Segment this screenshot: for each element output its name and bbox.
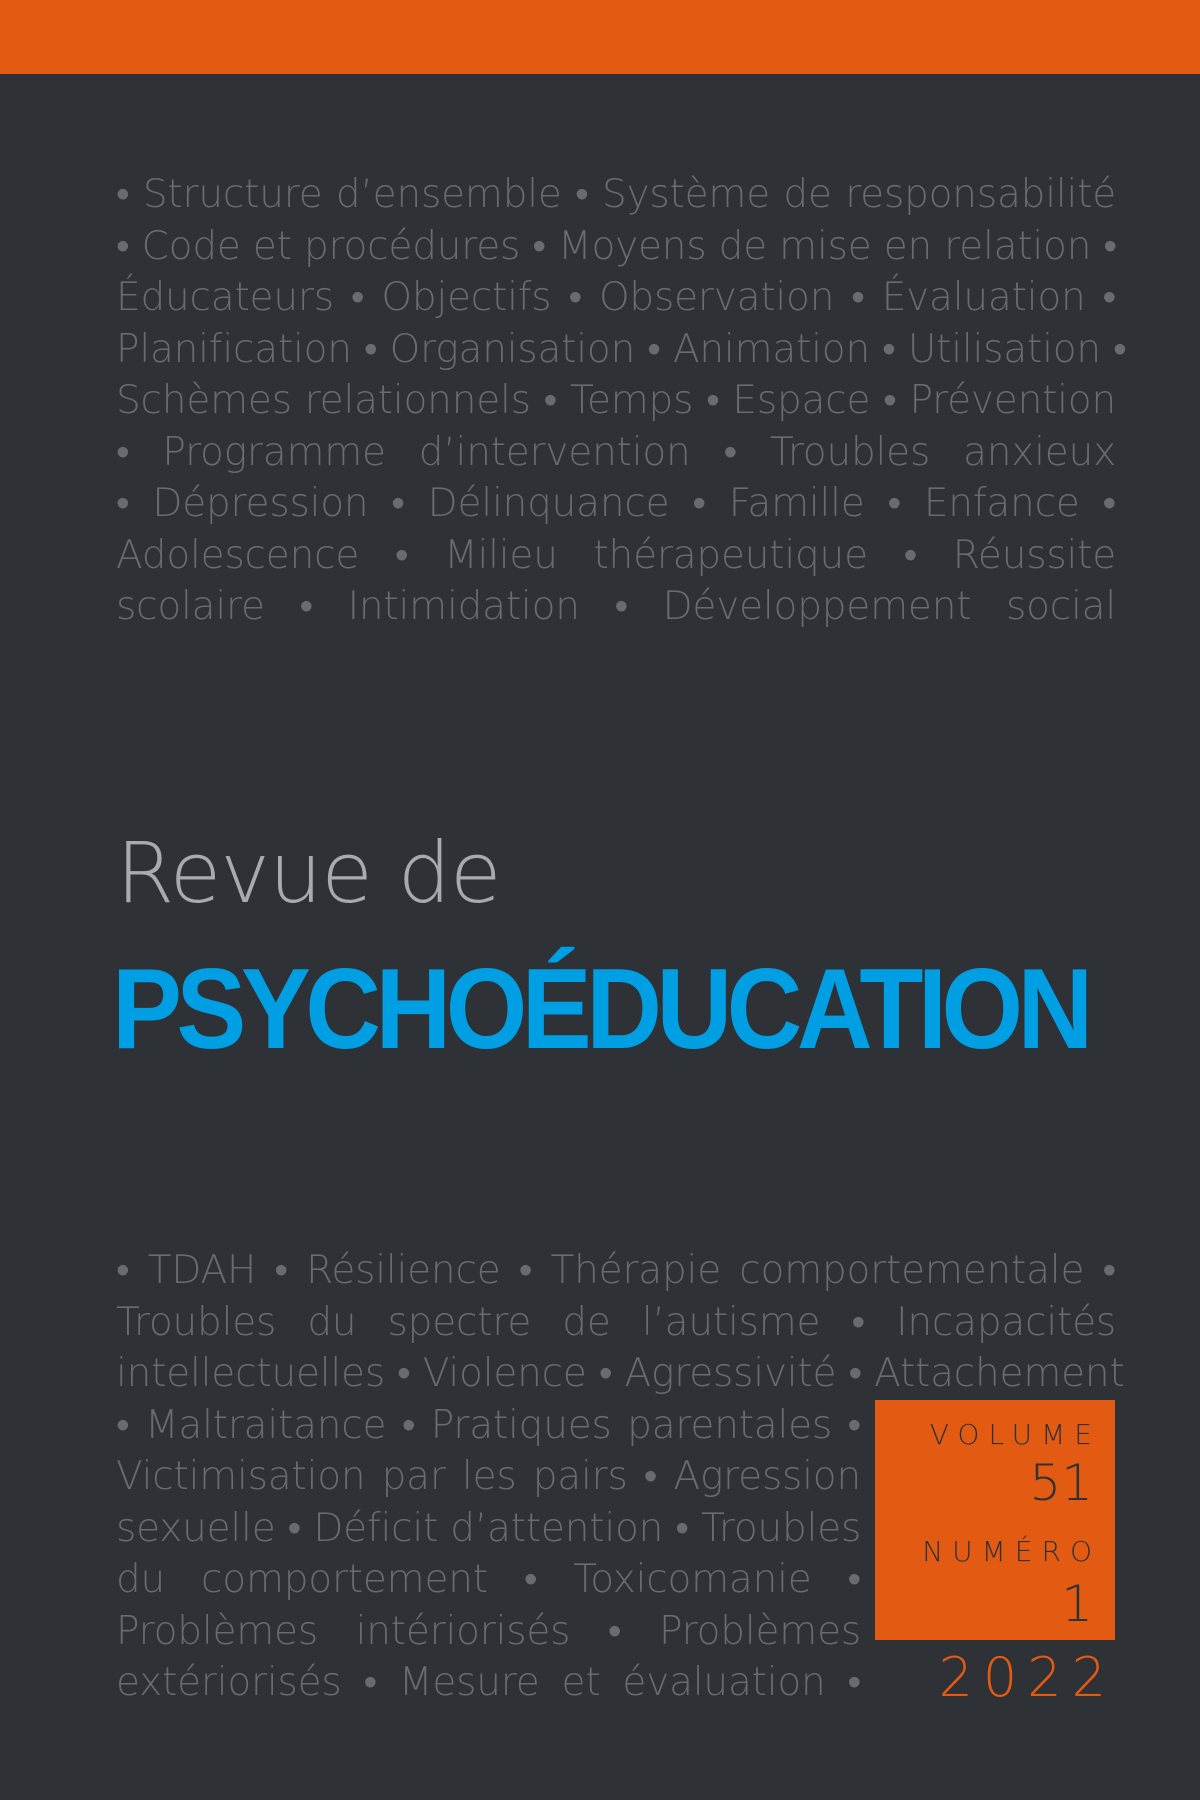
keyword-line: du comportement • Toxicomanie • [116, 1557, 861, 1602]
keyword-line: Adolescence • Milieu thérapeutique • Réussite [116, 532, 1116, 578]
keyword-line: • TDAH • Résilience • Thérapie comportementale • [116, 1248, 1116, 1293]
keyword-line: • Dépression • Délinquance • Famille • Enfance • [116, 481, 1116, 526]
journal-title-main: PSYCHOÉDUCATION [112, 946, 1088, 1073]
keyword-line: Planification • Organisation • Animation • Utilisation • [116, 326, 1127, 372]
keyword-line: • Code et procédures • Moyens de mise en relation • [116, 223, 1117, 269]
keyword-line: Victimisation par les pairs • Agression [116, 1454, 861, 1499]
keyword-line: Problèmes intériorisés • Problèmes [116, 1608, 861, 1654]
keyword-line: Éducateurs • Objectifs • Observation • Évaluation • [116, 275, 1116, 320]
volume-number: 51 [1029, 1454, 1093, 1512]
keyword-line: intellectuelles • Violence • Agressivité • Attachement [116, 1351, 1125, 1396]
top-accent-bar [0, 0, 1200, 74]
numero-number: 1 [1061, 1575, 1093, 1633]
keyword-line: extériorisés • Mesure et évaluation • [116, 1660, 861, 1705]
publication-year: 2022 [938, 1646, 1116, 1709]
keyword-line: • Structure d’ensemble • Système de responsabilité [116, 172, 1116, 217]
keyword-line: sexuelle • Déficit d’attention • Troubles [116, 1505, 862, 1551]
keyword-line: Troubles du spectre de l’autisme • Incapacités [116, 1299, 1116, 1345]
keywords-top-block [116, 169, 1127, 633]
keyword-line: • Maltraitance • Pratiques parentales • [116, 1402, 861, 1448]
keyword-line: scolaire • Intimidation • Développement social [116, 584, 1116, 629]
volume-label: VOLUME [929, 1418, 1101, 1451]
issue-box [875, 1400, 1115, 1640]
keyword-line: Schèmes relationnels • Temps • Espace • Prévention [116, 378, 1116, 423]
numero-label: NUMÉRO [922, 1535, 1101, 1568]
journal-title-prefix: Revue de [116, 824, 501, 922]
keyword-line: • Programme d’intervention • Troubles anxieux [116, 429, 1116, 475]
